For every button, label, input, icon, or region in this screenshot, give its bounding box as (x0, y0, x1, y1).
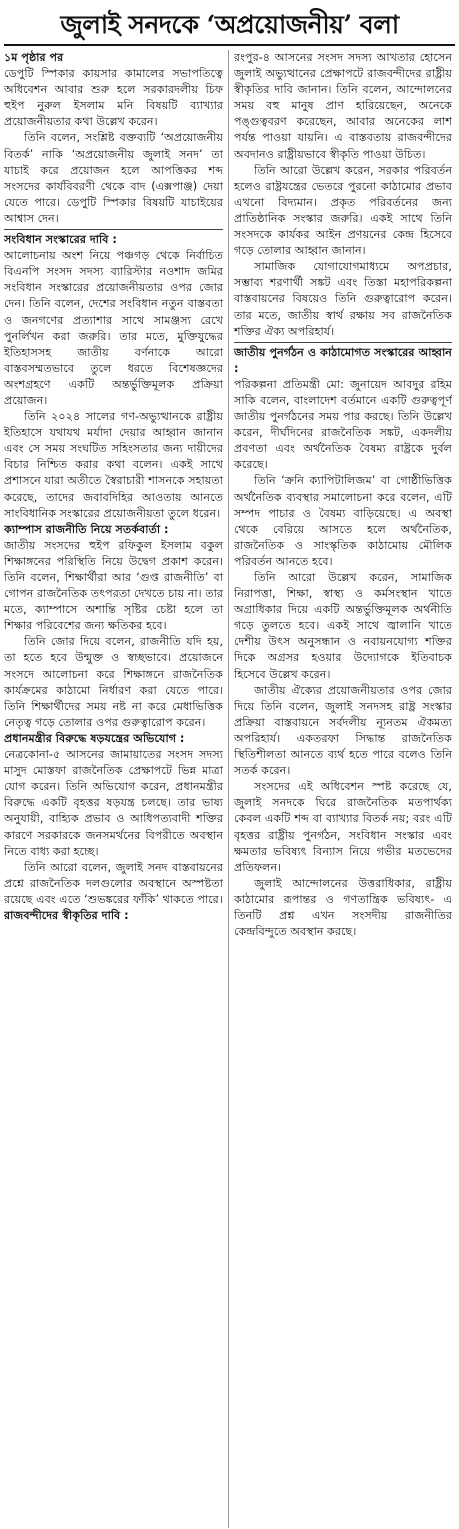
subheading: জাতীয় পুনর্গঠন ও কাঠামোগত সংস্কারের আহ্বান : (234, 345, 452, 375)
paragraph: ডেপুটি স্পিকার কায়সার কামালের সভাপতিত্বে অধিবেশন আবার শুরু হলে সরকারদলীয় চিফ হুইপ নুরুল ইসলাম মনি বিষয়টি ব্যাখ্যার প্রয়োজনীয়তার কথা উল্লেখ করেন। (4, 67, 223, 129)
paragraph: সংসদের এই অধিবেশন স্পষ্ট করেছে যে, জুলাই সনদকে ঘিরে রাজনৈতিক মতপার্থক্য কেবল একটি শব্দ বা ব্যাখ্যার বিতর্ক নয়; বরং এটি বৃহত্তর রাষ্ট্রীয় পুনর্গঠন, সংবিধান সংস্কার এবং ক্ষমতার ভবিষ্যৎ বিন্যাস নিয়ে গভীর মতভেদের প্রতিফলন। (234, 780, 452, 874)
section-paragraph (4, 908, 223, 924)
paragraph: নেত্রকোনা-৫ আসনের জামায়াতের সংসদ সদস্য মাসুদ মোস্তফা রাজনৈতিক প্রেক্ষাপটে ভিন্ন মাত্রা যোগ করেন। তিনি অভিযোগ করেন, প্রধানমন্ত্রীর বিরুদ্ধে একটি বৃহত্তর ষড়যন্ত্র চলছে। তার ভাষ্য অনুযায়ী, বাহ্যিক প্রভাব ও আধিপত্যবাদী শক্তির কারণে সরকারকে জনসমর্থনের বিপরীতে অবস্থান নিতে বাধ্য করা হচ্ছে। (4, 748, 223, 858)
paragraph: জাতীয় সংসদের হুইপ রফিকুল ইসলাম বকুল শিক্ষাঙ্গনের পরিস্থিতি নিয়ে উদ্বেগ প্রকাশ করেন। তিনি বলেন, শিক্ষার্থীরা আর ‘গুপ্ত রাজনীতি’ বা গোপন রাজনৈতিক তৎপরতা দেখতে চায় না। তার মতে, ক্যাম্পাসে অশান্তি সৃষ্টির চেষ্টা হলে তা শিক্ষার পরিবেশের জন্য ক্ষতিকর হবে। (4, 538, 223, 633)
paragraph: রংপুর-৪ আসনের সংসদ সদস্য আখতার হোসেন জুলাই অভ্যুত্থানের প্রেক্ষাপটে রাজবন্দীদের রাষ্ট্রীয় স্বীকৃতির দাবি জানান। তিনি বলেন, আন্দোলনের সময় বহু মানুষ প্রাণ হারিয়েছেন, অনেকে পঙ্গুত্ববরণ করেছেন, আবার অনেকের লাশ পর্যন্ত পাওয়া যায়নি। এ বাস্তবতায় রাজবন্দীদের অবদানও রাষ্ট্রীয়ভাবে স্বীকৃতি পাওয়া উচিত। (234, 51, 452, 161)
headline: জুলাই সনদকে ‘অপ্রয়োজনীয়’ বলা (4, 4, 455, 46)
page-jump-label: ১ম পৃষ্ঠার পর (4, 51, 64, 64)
article-columns (4, 50, 455, 1528)
subheading: প্রধানমন্ত্রীর বিরুদ্ধে ষড়যন্ত্রের অভিযোগ : (4, 731, 185, 745)
paragraph: সামাজিক যোগাযোগমাধ্যমে অপপ্রচার, সম্ভাব্য শরণার্থী সঙ্কট এবং তিস্তা মহাপরিকল্পনা বাস্তবায়নের বিষয়েও তিনি গুরুত্বারোপ করেন। তার মতে, জাতীয় স্বার্থ রক্ষায় সব রাজনৈতিক শক্তির ঐক্য অপরিহার্য। (234, 260, 452, 338)
paragraph: জুলাই আন্দোলনের উত্তরাধিকার, রাষ্ট্রীয় কাঠামোর রূপান্তর ও গণতান্ত্রিক ভবিষ্যৎ- এ তিনটি প্রশ্ন এখন সংসদীয় রাজনীতির কেন্দ্রবিন্দুতে অবস্থান করছে। (234, 876, 452, 939)
paragraph: তিনি ‘ক্রনি ক্যাপিটালিজম’ বা গোষ্ঠীভিত্তিক অর্থনৈতিক ব্যবস্থার সমালোচনা করে বলেন, এটি সম্পদ পাচার ও বৈষম্য বাড়িয়েছে। এ অবস্থা থেকে বেরিয়ে আসতে হলে অর্থনৈতিক, রাজনৈতিক ও সাংস্কৃতিক কাঠামোয় মৌলিক পরিবর্তন আনতে হবে। (234, 474, 452, 568)
paragraph: তিনি ২০২৪ সালের গণ-অভ্যুত্থানকে রাষ্ট্রীয় ইতিহাসে যথাযথ মর্যাদা দেয়ার আহ্বান জানান এবং সে সময় সংঘটিত সহিংসতার জন্য দায়ীদের বিচার নিশ্চিত করার কথা বলেন। একই সাথে প্রশাসনে যারা অতীতে স্বৈরাচারী শাসনকে সহায়তা করেছে, তাদের জবাবদিহির আওতায় আনতে সাংবিধানিক সংস্কারের প্রয়োজনীয়তা তুলে ধরেন। (4, 410, 223, 520)
left-column (4, 50, 228, 1528)
paragraph: তিনি আরো বলেন, জুলাই সনদ বাস্তবায়নের প্রশ্নে রাজনৈতিক দলগুলোর অবস্থানে অস্পষ্টতা রয়েছে এবং এতে ‘শুভঙ্করের ফাঁকি’ থাকতে পারে। (4, 860, 223, 906)
subheading: সংবিধান সংস্কারের দাবি : (4, 233, 117, 247)
section-paragraph (234, 345, 452, 377)
subheading: ক্যাম্পাস রাজনীতি নিয়ে সতর্কবার্তা : (4, 522, 169, 536)
divider (4, 229, 223, 230)
jump-paragraph (4, 50, 223, 66)
right-column (228, 50, 452, 1528)
paragraph: তিনি আরো উল্লেখ করেন, সরকার পরিবর্তন হলেও রাষ্ট্রযন্ত্রের ভেতরে পুরনো কাঠামোর প্রভাব এখনো বিদ্যমান। প্রকৃত পরিবর্তনের জন্য প্রাতিষ্ঠানিক সংস্কার জরুরি। একই সাথে তিনি সংসদকে কার্যকর আইন প্রণয়নের কেন্দ্র হিসেবে গড়ে তোলার আহ্বান জানান। (234, 163, 452, 258)
paragraph: তিনি আরো উল্লেখ করেন, সামাজিক নিরাপত্তা, শিক্ষা, স্বাস্থ্য ও কর্মসংস্থান খাতে অগ্রাধিকার দিয়ে একটি অন্তর্ভুক্তিমূলক অর্থনীতি গড়ে তুলতে হবে। একই সাথে জ্বালানি খাতে দেশীয় উৎস অনুসন্ধান ও নবায়নযোগ্য শক্তির দিকে অগ্রসর হওয়ার উদ্যোগকে ইতিবাচক হিসেবে উল্লেখ করেন। (234, 571, 452, 681)
paragraph: পরিকল্পনা প্রতিমন্ত্রী মো: জুনায়েদ আবদুর রহিম সাকি বলেন, বাংলাদেশ বর্তমানে একটি গুরুত্বপূর্ণ জাতীয় পুনর্গঠনের সময় পার করছে। তিনি উল্লেখ করেন, দীর্ঘদিনের রাজনৈতিক সঙ্কট, একদলীয় প্রবণতা এবং অর্থনৈতিক বৈষম্য রাষ্ট্রকে দুর্বল করেছে। (234, 377, 452, 472)
section-paragraph (4, 522, 223, 538)
paragraph: আলোচনায় অংশ নিয়ে পঞ্চগড় থেকে নির্বাচিত বিএনপি সংসদ সদস্য ব্যারিস্টার নওশাদ জমির সংবিধান সংস্কারের প্রয়োজনীয়তার ওপর জোর দেন। তিনি বলেন, দেশের সংবিধান নতুন বাস্তবতা ও জনগণের প্রত্যাশার সাথে সামঞ্জস্য রেখে পুনর্লিখন করা জরুরি। তার মতে, মুক্তিযুদ্ধের ইতিহাসসহ জাতীয় বর্ণনাকে আরো বাস্তবসম্মতভাবে তুলে ধরতে বিশেষজ্ঞদের অংশগ্রহণে একটি অন্তর্ভুক্তিমূলক প্রক্রিয়া প্রয়োজন। (4, 249, 223, 407)
paragraph: তিনি বলেন, সংশ্লিষ্ট বক্তব্যটি ‘অপ্রয়োজনীয় বিতর্ক’ নাকি ‘অপ্রয়োজনীয় জুলাই সনদ’ তা যাচাই করে প্রয়োজন হলে আপত্তিকর শব্দ সংসদের কার্যবিবরণী থেকে বাদ (এক্সপাঞ্জ) দেয়া যেতে পারে। ডেপুটি স্পিকার বিষয়টি যাচাইয়ের আশ্বাস দেন। (4, 131, 223, 225)
section-paragraph (4, 731, 223, 747)
paragraph: তিনি জোর দিয়ে বলেন, রাজনীতি যদি হয়, তা হতে হবে উন্মুক্ত ও স্বচ্ছভাবে। প্রয়োজনে সংসদে আলোচনা করে শিক্ষাঙ্গনে রাজনৈতিক কার্যক্রমের কাঠামো নির্ধারণ করা যেতে পারে। তিনি শিক্ষার্থীদের সময় নষ্ট না করে মেধাভিত্তিক নেতৃত্ব গড়ে তোলার ওপর গুরুত্বারোপ করেন। (4, 635, 223, 729)
subheading: রাজবন্দীদের স্বীকৃতির দাবি : (4, 908, 129, 922)
divider (234, 342, 452, 343)
paragraph: জাতীয় ঐক্যের প্রয়োজনীয়তার ওপর জোর দিয়ে তিনি বলেন, জুলাই সনদসহ রাষ্ট্র সংস্কার প্রক্রিয়া বাস্তবায়নে সর্বদলীয় ন্যূনতম ঐকমত্য অপরিহার্য। একতরফা সিদ্ধান্ত রাজনৈতিক স্থিতিশীলতা আনতে ব্যর্থ হতে পারে বলেও তিনি সতর্ক করেন। (234, 683, 452, 778)
section-paragraph (4, 232, 223, 248)
